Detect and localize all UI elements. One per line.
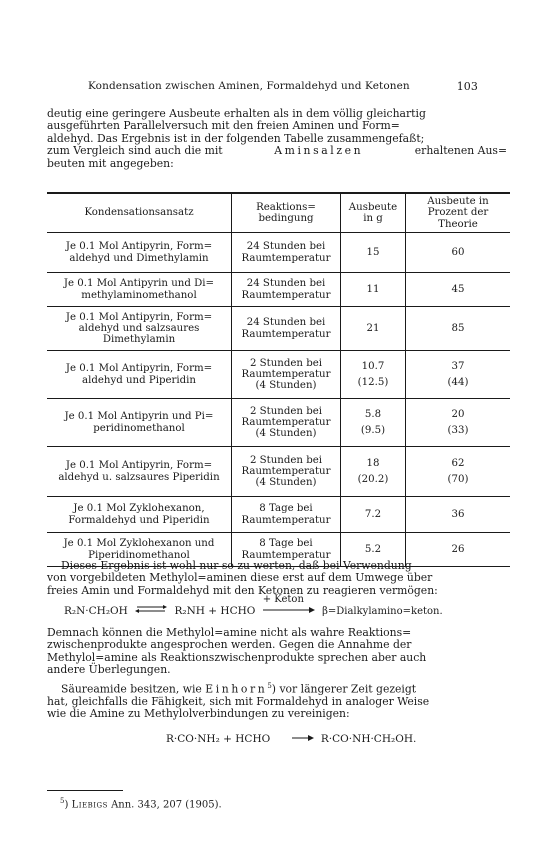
cell-yield-g: 11: [341, 273, 406, 307]
percent-value: 62: [451, 458, 465, 470]
cell-ansatz: Je 0.1 Mol Zyklohexanon und Piperidinomethanol: [47, 533, 232, 567]
cell-yield-pct: [406, 447, 511, 497]
text-line: [47, 145, 507, 157]
cell-yield-pct: 85: [406, 307, 511, 351]
table-row: [47, 273, 510, 307]
reactants: R·CO·NH₂ + HCHO: [166, 733, 271, 745]
cell-ansatz: Je 0.1 Mol Antipyrin und Pi= peridinomethanol: [47, 399, 232, 447]
text-line: deutig eine geringere Ausbeute erhalten als in dem völlig gleichartig: [47, 107, 426, 120]
text-line: andere Überlegungen.: [47, 663, 171, 677]
text-line: ausgeführten Parallelversuch mit den freien Aminen und Form=: [47, 119, 400, 133]
cell-bedingung: 24 Stunden bei Raumtemperatur: [232, 233, 341, 273]
reaction-equation-2: [166, 733, 416, 745]
paragraph-conclusion: [47, 627, 507, 677]
text-line: freies Amin und Formaldehyd mit den Ketonen zu reagieren vermögen:: [47, 583, 438, 597]
table-row: [47, 233, 510, 273]
footnote: $^5$) Liebigs Ann. 343, 207 (1905).: [60, 797, 222, 811]
arrow-label: + Keton: [262, 594, 304, 605]
table-header-row: [47, 193, 510, 233]
yield-value-extended: (9.5): [360, 424, 386, 436]
text-line: [47, 680, 507, 696]
yield-value: 5.8: [364, 409, 382, 421]
cell-yield-g: 15: [341, 233, 406, 273]
footnote-divider: [47, 790, 123, 791]
cell-yield-g: [341, 447, 406, 497]
paragraph-saeureamide: [47, 680, 507, 721]
cell-yield-g: 5.2: [341, 533, 406, 567]
text-line: zwischenprodukte angesprochen werden. Gegen die Annahme der: [47, 638, 412, 652]
cell-bedingung: 24 Stunden bei Raumtemperatur: [232, 307, 341, 351]
text-line: beuten mit angegeben:: [47, 156, 174, 170]
cell-yield-pct: 36: [406, 497, 511, 533]
cell-bedingung: 8 Tage bei Raumtemperatur: [232, 533, 341, 567]
yield-value: 10.7: [361, 361, 385, 373]
cell-bedingung: 2 Stunden bei Raumtemperatur (4 Stunden): [232, 447, 341, 497]
page-number: 103: [456, 80, 478, 93]
cell-yield-pct: 45: [406, 273, 511, 307]
cell-bedingung: 8 Tage bei Raumtemperatur: [232, 497, 341, 533]
cell-bedingung: 2 Stunden bei Raumtemperatur (4 Stunden): [232, 399, 341, 447]
footnote-citation: Ann. 343, 207 (1905).: [111, 799, 222, 811]
text-fragment: ) vor längerer Zeit gezeigt: [271, 682, 417, 696]
percent-value-extended: (33): [447, 424, 469, 436]
cell-yield-g: 7.2: [341, 497, 406, 533]
yield-value: 18: [366, 458, 380, 470]
table-row: [47, 447, 510, 497]
paragraph-interpretation: [47, 560, 507, 597]
percent-value: 20: [451, 409, 465, 421]
cell-ansatz: Je 0.1 Mol Antipyrin, Form= aldehyd und salzsaures Dimethylamin: [47, 307, 232, 351]
header-ansatz: Kondensationsansatz: [47, 193, 232, 233]
cell-yield-g: 21: [341, 307, 406, 351]
reaction-arrow: [262, 594, 315, 617]
yield-value-extended: (20.2): [357, 473, 389, 485]
cell-ansatz: Je 0.1 Mol Antipyrin, Form= aldehyd u. salzsaures Piperidin: [47, 447, 232, 497]
header-bedingung: Reaktions= bedingung: [232, 193, 341, 233]
reactant: R₂N·CH₂OH: [64, 605, 128, 617]
header-ausbeute-pct: Ausbeute in Prozent der Theorie: [406, 193, 511, 233]
product: β=Dialkylamino=keton.: [322, 606, 443, 617]
cell-yield-pct: [406, 351, 511, 399]
percent-value-extended: (44): [447, 376, 469, 388]
text-line: Demnach können die Methylol=amine nicht als wahre Reaktions=: [47, 626, 412, 639]
cell-ansatz: Je 0.1 Mol Antipyrin, Form= aldehyd und Piperidin: [47, 351, 232, 399]
intro-paragraph: [47, 108, 507, 170]
percent-value-extended: (70): [447, 473, 469, 485]
running-head-title: Kondensation zwischen Aminen, Formaldehyd und Ketonen: [88, 80, 410, 92]
equilibrium-arrow-icon: [135, 604, 167, 617]
text-line: Dieses Ergebnis ist wohl nur so zu werten, daß bei Verwendung: [61, 559, 412, 572]
yield-value-extended: (12.5): [357, 376, 389, 388]
text-line: wie die Amine zu Methylolverbindungen zu vereinigen:: [47, 707, 350, 721]
right-arrow-icon: [263, 606, 315, 614]
product: R·CO·NH·CH₂OH.: [320, 733, 417, 745]
text-line: von vorgebildeten Methylol=aminen diese erst auf dem Umwege über: [47, 571, 433, 585]
text-line: hat, gleichfalls die Fähigkeit, sich mit Formaldehyd in analoger Weise: [47, 695, 430, 708]
yield-table: [47, 192, 510, 567]
reaction-equation-1: [64, 594, 443, 617]
table-row: [47, 497, 510, 533]
emphasized-term: Aminsalzen: [274, 144, 364, 158]
cell-ansatz: Je 0.1 Mol Antipyrin und Di= methylaminomethanol: [47, 273, 232, 307]
cell-yield-g: [341, 351, 406, 399]
cell-ansatz: Je 0.1 Mol Zyklohexanon, Formaldehyd und Piperidin: [47, 497, 232, 533]
text-fragment: erhaltenen Aus=: [414, 144, 507, 158]
table-row: [47, 351, 510, 399]
text-line: aldehyd. Das Ergebnis ist in der folgenden Tabelle zusammengefaßt;: [47, 131, 425, 145]
intermediate: R₂NH + HCHO: [174, 605, 256, 617]
percent-value: 37: [451, 361, 465, 373]
table-row: [47, 399, 510, 447]
cell-bedingung: 24 Stunden bei Raumtemperatur: [232, 273, 341, 307]
cell-yield-pct: 60: [406, 233, 511, 273]
text-fragment: Säureamide besitzen, wie: [61, 682, 202, 696]
header-ausbeute-g: Ausbeute in g: [341, 193, 406, 233]
cell-yield-pct: [406, 399, 511, 447]
table-row: [47, 307, 510, 351]
cell-yield-g: [341, 399, 406, 447]
footnote-ref: 5: [267, 682, 272, 690]
text-line: Methylol=amine als Reaktionszwischenprodukte sprechen aber auch: [47, 650, 427, 664]
cell-ansatz: Je 0.1 Mol Antipyrin, Form= aldehyd und Dimethylamin: [47, 233, 232, 273]
cell-bedingung: 2 Stunden bei Raumtemperatur (4 Stunden): [232, 351, 341, 399]
right-arrow-icon: [292, 733, 314, 745]
cell-yield-pct: 26: [406, 533, 511, 567]
footnote-marker: 5: [60, 797, 65, 805]
author-name: Einhorn: [205, 682, 268, 696]
footnote-author: Liebigs: [71, 799, 108, 811]
text-fragment: zum Vergleich sind auch die mit: [47, 144, 223, 158]
